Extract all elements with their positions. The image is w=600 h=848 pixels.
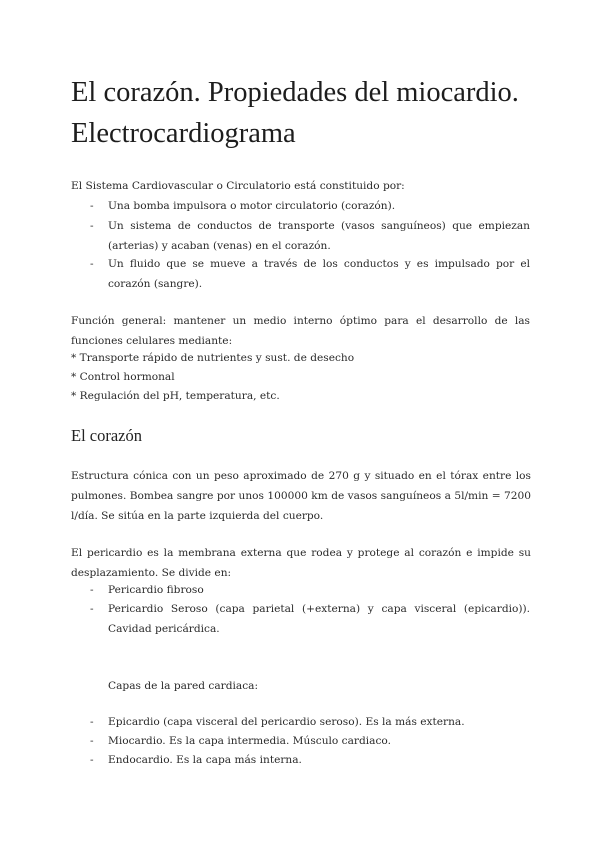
capas-item-1: Epicardio (capa visceral del pericardio seroso). Es la más externa. xyxy=(108,716,465,728)
intro-item-2: Un sistema de conductos de transporte (vasos sanguíneos) que empiezan (arterias) y acaban (venas) en el corazón. xyxy=(108,220,530,252)
bullet-dash: - xyxy=(90,603,94,615)
funcion-item-3: * Regulación del pH, temperatura, etc. xyxy=(71,390,280,402)
corazon-paragraph: Estructura cónica con un peso aproximado de 270 g y situado en el tórax entre los pulmones. Bombea sangre por unos 100000 km de vasos sanguíneos a 5l/min = 7200 l/día. Se sitúa en la parte izquierda del cuerpo. xyxy=(71,470,531,522)
intro-item-1: Una bomba impulsora o motor circulatorio (corazón). xyxy=(108,200,396,212)
funcion-item-2: * Control hormonal xyxy=(71,371,175,383)
capas-item-2: Miocardio. Es la capa intermedia. Músculo cardiaco. xyxy=(108,735,391,747)
bullet-dash: - xyxy=(90,716,94,728)
pericardio-item-1: Pericardio fibroso xyxy=(108,584,204,596)
funcion-lead: Función general: mantener un medio interno óptimo para el desarrollo de las funciones celulares mediante: xyxy=(71,315,530,347)
bullet-dash: - xyxy=(90,735,94,747)
bullet-dash: - xyxy=(90,258,94,270)
intro-lead: El Sistema Cardiovascular o Circulatorio está constituido por: xyxy=(71,180,405,192)
pericardio-item-2: Pericardio Seroso (capa parietal (+externa) y capa visceral (epicardio)). Cavidad pericárdica. xyxy=(108,603,530,635)
capas-item-3: Endocardio. Es la capa más interna. xyxy=(108,754,302,766)
intro-item-3: Un fluido que se mueve a través de los conductos y es impulsado por el corazón (sangre). xyxy=(108,258,530,290)
bullet-dash: - xyxy=(90,754,94,766)
page-title: El corazón. Propiedades del miocardio. Electrocardiograma xyxy=(71,77,519,149)
section-heading-corazon: El corazón xyxy=(71,426,143,445)
funcion-item-1: * Transporte rápido de nutrientes y sust. de desecho xyxy=(71,352,355,364)
bullet-dash: - xyxy=(90,220,94,232)
bullet-dash: - xyxy=(90,200,94,212)
bullet-dash: - xyxy=(90,584,94,596)
pericardio-lead: El pericardio es la membrana externa que rodea y protege al corazón e impide su desplazamiento. Se divide en: xyxy=(71,547,531,579)
capas-heading: Capas de la pared cardiaca: xyxy=(108,680,259,692)
